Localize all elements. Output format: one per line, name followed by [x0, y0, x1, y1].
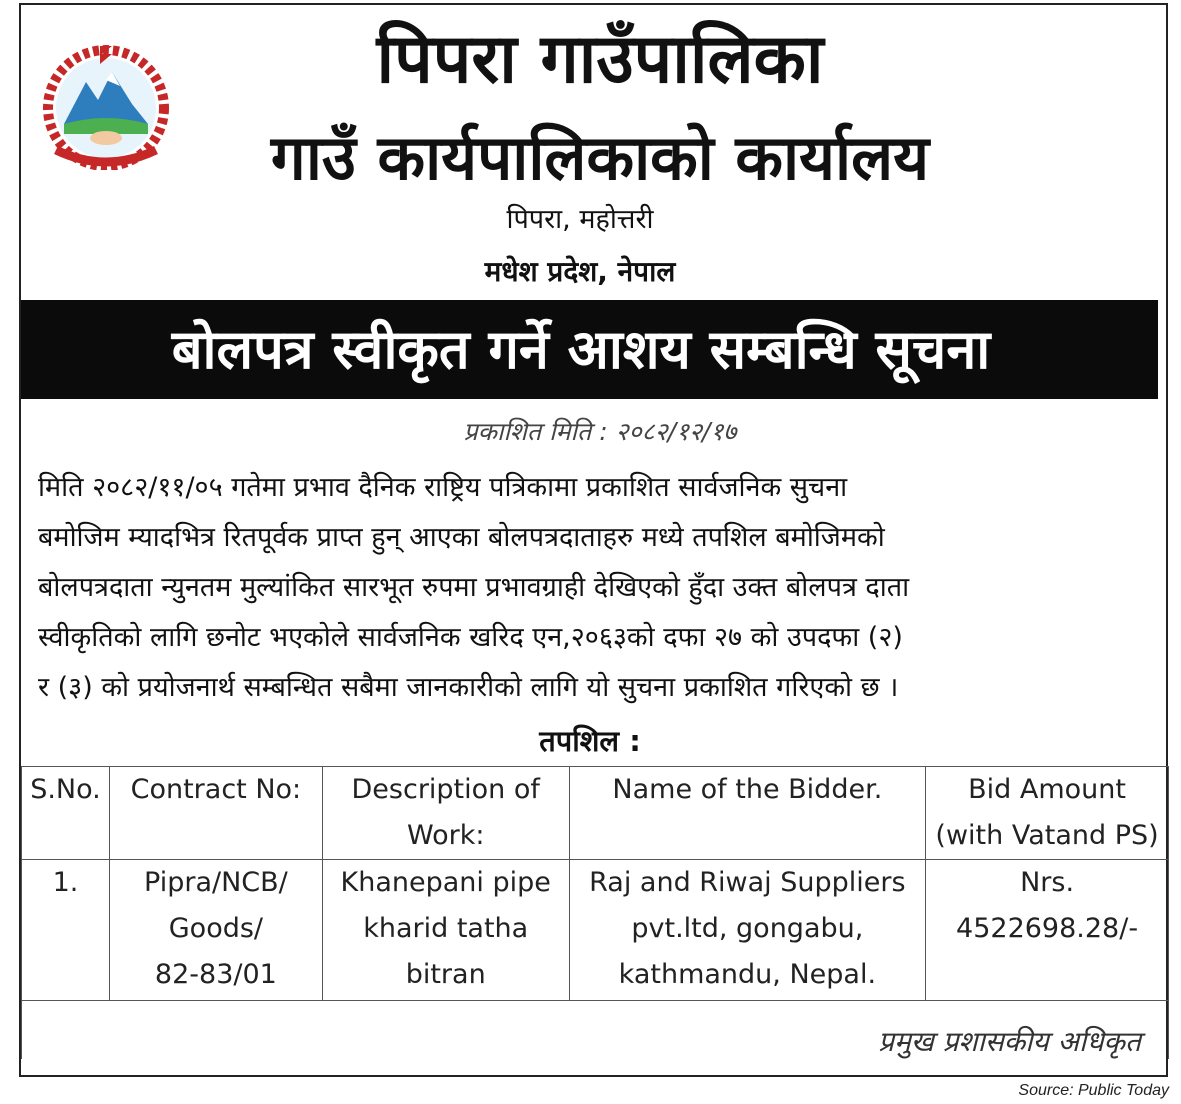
cell-sno: 1. — [22, 860, 110, 1001]
header-amount — [926, 767, 1169, 860]
cell-contract — [109, 860, 322, 1001]
notice-body-line: बमोजिम म्यादभित्र रितपूर्वक प्राप्त हुन् आएका बोलपत्रदाताहरु मध्ये तपशिल बमोजिमको — [38, 522, 885, 553]
notice-body-line: बोलपत्रदाता न्युनतम मुल्यांकित सारभूत रुपमा प्रभावग्राही देखिएको हुँदा उक्त बोलपत्र दाता — [38, 572, 910, 603]
notice-body — [38, 463, 1150, 713]
cell-line: kathmandu, Nepal. — [618, 959, 877, 990]
header-description-line: Work: — [406, 820, 485, 851]
tapashil-heading: तपशिल : — [539, 724, 641, 758]
cell-line: 4522698.28/- — [956, 913, 1139, 944]
notice-banner — [21, 300, 1158, 399]
address-district: पिपरा, महोत्तरी — [506, 204, 654, 235]
cell-line: Pipra/NCB/ — [144, 867, 288, 898]
cell-line: pvt.ltd, gongabu, — [631, 913, 864, 944]
cell-description — [322, 860, 569, 1001]
address-province: मधेश प्रदेश, नेपाल — [484, 255, 676, 288]
header-description-line: Description of — [351, 774, 540, 805]
cell-line: Goods/ — [168, 913, 264, 944]
notice-body-line: स्वीकृतिको लागि छनोट भएकोले सार्वजनिक खरिद एन,२०६३को दफा २७ को उपदफा (२) — [38, 622, 903, 653]
table-header-row — [22, 767, 1169, 860]
header-description — [322, 767, 569, 860]
notice-title: बोलपत्र स्वीकृत गर्ने आशय सम्बन्धि सूचना — [171, 318, 991, 381]
bid-table — [21, 766, 1169, 1059]
signature: प्रमुख प्रशासकीय अधिकृत — [878, 1025, 1141, 1058]
header-sno: S.No. — [22, 767, 110, 860]
header-amount-line: (with Vatand PS) — [935, 820, 1159, 851]
notice-body-line: र (३) को प्रयोजनार्थ सम्बन्धित सबैमा जानकारीको लागि यो सुचना प्रकाशित गरिएको छ । — [38, 672, 899, 703]
cell-line: bitran — [405, 959, 486, 990]
nepal-emblem-icon — [34, 42, 178, 170]
source-credit: Source: Public Today — [1018, 1082, 1169, 1099]
header-contract: Contract No: — [109, 767, 322, 860]
table-row — [22, 860, 1169, 1001]
header-amount-line: Bid Amount — [968, 774, 1126, 805]
cell-line: kharid tatha — [363, 913, 529, 944]
municipality-title: पिपरा गाउँपालिका — [376, 20, 824, 99]
header-bidder: Name of the Bidder. — [569, 767, 926, 860]
notice-body-line: मिति २०८२/११/०५ गतेमा प्रभाव दैनिक राष्ट्रिय पत्रिकामा प्रकाशित सार्वजनिक सुचना — [38, 472, 848, 503]
office-title: गाउँ कार्यपालिकाको कार्यालय — [270, 121, 930, 194]
cell-bidder — [569, 860, 926, 1001]
cell-line: Khanepani pipe — [340, 867, 551, 898]
cell-line: 82-83/01 — [154, 959, 277, 990]
published-date: प्रकाशित मिति : २०८२/१२/१७ — [463, 417, 737, 446]
cell-line: Nrs. — [1020, 867, 1075, 898]
cell-amount — [926, 860, 1169, 1001]
cell-line: Raj and Riwaj Suppliers — [589, 867, 906, 898]
